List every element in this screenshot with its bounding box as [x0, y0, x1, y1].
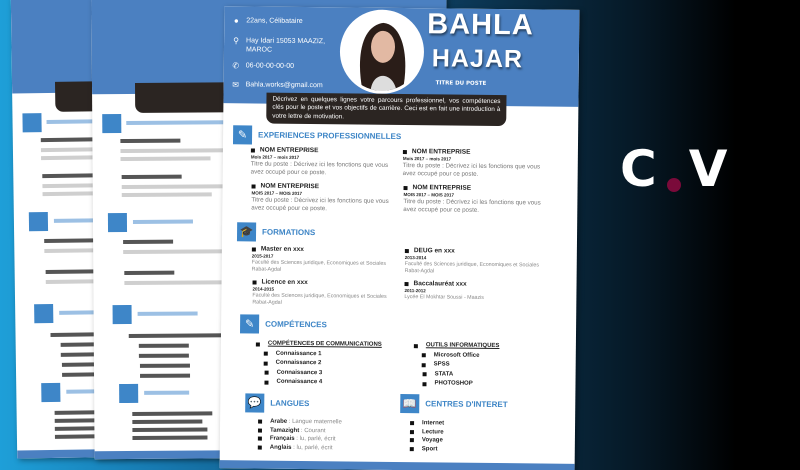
placeholder-line — [120, 139, 180, 143]
graduation-cap-icon: 🎓 — [237, 222, 256, 241]
section-icon-square — [113, 305, 132, 324]
placeholder-line — [122, 184, 232, 189]
book-icon: 📖 — [400, 394, 419, 413]
placeholder-line — [139, 354, 189, 358]
section-icon-square — [41, 383, 60, 402]
section-experiences: ✎ EXPERIENCES PROFESSIONNELLES — [233, 125, 401, 146]
first-name: BAHLA — [427, 8, 534, 42]
section-formations: 🎓 FORMATIONS — [237, 222, 315, 242]
person-icon: ● — [233, 16, 239, 26]
placeholder-line — [122, 192, 212, 197]
placeholder-line — [132, 435, 207, 440]
placeholder-line — [126, 120, 226, 125]
last-name: HAJAR — [431, 44, 524, 74]
experience-item: NOM ENTREPRISE MOIS 2017 – MOIS 2017 Titre du poste : Décrivez ici les fonctions que vous avez occupé pour ce poste. — [403, 184, 551, 216]
contact-age: ● 22ans, Célibataire — [233, 16, 303, 26]
languages-list: Arabe : Langue maternelle Tamazight : Courant Français : lu, parlé, écrit Anglais : lu, parlé, écrit — [258, 418, 342, 453]
speech-bubbles-icon: 💬 — [245, 393, 264, 412]
section-icon-square — [119, 384, 138, 403]
envelope-icon: ✉ — [232, 80, 239, 90]
section-icon-square — [108, 213, 127, 232]
job-title: TITRE DU POSTE — [435, 80, 487, 87]
phone-icon: ✆ — [232, 61, 240, 71]
formation-item: Baccalauréat xxx 2011-2012 Lycée El Mokhtar Soussi - Maazis — [404, 280, 552, 303]
section-icon-square — [102, 114, 121, 133]
placeholder-line — [132, 427, 207, 432]
location-pin-icon: ⚲ — [233, 36, 240, 46]
footer-bar — [220, 460, 575, 470]
placeholder-line — [123, 240, 173, 244]
placeholder-line — [120, 148, 230, 153]
placeholder-line — [144, 391, 189, 395]
contact-address: ⚲ Hay Idari 15053 MAAZIZ, MAROC — [233, 36, 326, 54]
placeholder-line — [140, 364, 190, 368]
interests-list: Internet Lecture Voyage Sport — [410, 419, 444, 453]
profile-photo — [340, 9, 425, 94]
placeholder-line — [129, 333, 229, 338]
formation-item: DEUG en xxx 2013-2014 Faculté des Sciences juridique, Economiques et Sociales Rabat-Agdal — [405, 247, 553, 277]
skills-list-tools: OUTILS INFORMATIQUES Microsoft Office SPSS STATA PHOTOSHOP — [413, 341, 499, 389]
experience-item: NOM ENTREPRISE Mois 2017 – mois 2017 Titre du poste : Décrivez ici les fonctions que vous avez occupé pour ce poste. — [403, 148, 551, 180]
section-icon-square — [29, 212, 48, 231]
experience-item: NOM ENTREPRISE Mois 2017 – mois 2017 Titre du poste : Décrivez ici les fonctions que vous avez occupé pour ce poste. — [251, 146, 399, 178]
logo-dot — [667, 178, 681, 192]
desk-icon: ✎ — [233, 125, 252, 144]
experience-item: NOM ENTREPRISE MOIS 2017 – MOIS 2017 Titre du poste : Décrivez ici les fonctions que vous avez occupé pour ce poste. — [251, 182, 399, 214]
placeholder-line — [46, 269, 96, 274]
section-interests: 📖 CENTRES D'INTERET — [400, 394, 508, 414]
placeholder-line — [124, 271, 174, 275]
summary-box: Décrivez en quelques lignes votre parcours professionnel, vos compétences clés pour le poste et vos objectifs de carrière. Ceci est en fait une introduction à votre lettre de motivation. — [266, 93, 506, 127]
placeholder-line — [124, 280, 234, 285]
section-icon-square — [34, 304, 53, 323]
formation-item: Licence en xxx 2014-2015 Faculté des Sciences juridique, Economiques et Sociales Rabat-Agdal — [252, 278, 400, 308]
placeholder-line — [132, 419, 202, 423]
desk-icon: ✎ — [240, 314, 259, 333]
formation-item: Master en xxx 2015-2017 Faculté des Sciences juridique, Economiques et Sociales Rabat-Agdal — [252, 245, 400, 275]
section-langues: 💬 LANGUES — [245, 393, 309, 413]
section-icon-square — [22, 113, 41, 132]
placeholder-line — [138, 312, 198, 316]
contact-phone: ✆ 06-00-00-00-00 — [232, 61, 295, 71]
placeholder-line — [44, 238, 94, 243]
skills-list-communication: COMPÉTENCES DE COMMUNICATIONS Connaissance 1 Connaissance 2 Connaissance 3 Connaissance 4 — [255, 340, 381, 389]
placeholder-line — [123, 249, 233, 254]
cv-page-front — [220, 6, 580, 470]
placeholder-line — [140, 374, 190, 378]
placeholder-line — [139, 344, 189, 348]
placeholder-line — [133, 220, 193, 224]
section-competences: ✎ COMPÉTENCES — [240, 314, 327, 334]
placeholder-line — [132, 411, 212, 416]
cv-logo: C V — [620, 140, 734, 198]
placeholder-line — [121, 156, 211, 161]
contact-email: ✉ Bahla.works@gmail.com — [232, 80, 323, 90]
placeholder-line — [122, 175, 182, 179]
